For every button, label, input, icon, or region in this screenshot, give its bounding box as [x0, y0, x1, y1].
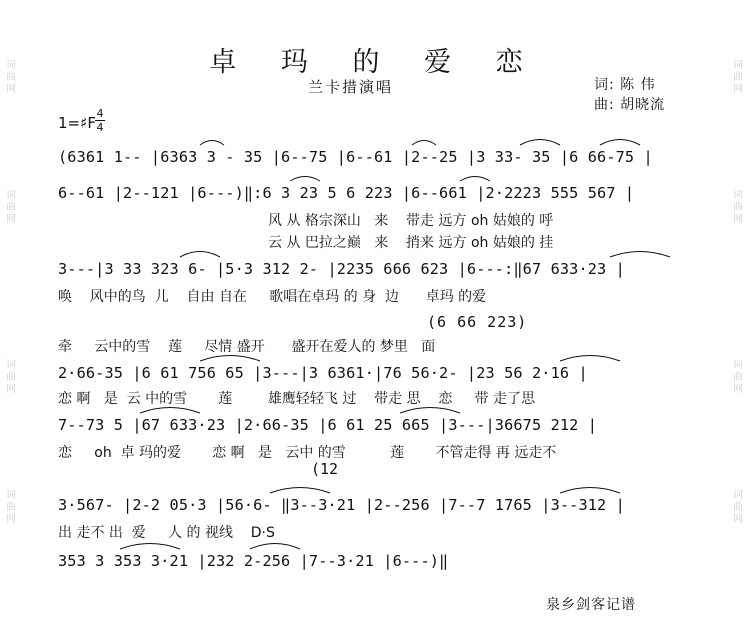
time-denominator: 4: [96, 121, 104, 134]
notation-line-3: 3---|3 33 323 6- |5·3 312 2- |2235 666 623 |6---:‖67 633·23 |: [58, 260, 625, 278]
slur-mark: [270, 488, 330, 494]
slur-mark: [600, 140, 640, 146]
lyricist-credit: 词: 陈 伟: [594, 77, 656, 93]
lyric-line-3: 牵 云中的雪 莲 尽情 盛开 盛开在爱人的 梦里 面: [58, 339, 436, 355]
interlude-note: (6 66 223): [427, 313, 528, 331]
ending-note: (12: [311, 460, 339, 478]
watermark-right-4: 词 曲 网: [733, 490, 743, 525]
slur-mark: [412, 141, 436, 146]
notation-line-4: 2·66-35 |6 61 756 65 |3---|3 6361·|76 56·2- |23 56 2·16 |: [58, 364, 588, 382]
lyric-line-1a: 风 从 格宗深山 来 带走 远方 oh 姑娘的 呼: [268, 213, 554, 229]
notation-line-2: 6--61 |2--121 |6---)‖:6 3 23 5 6 223 |6--661 |2·2223 555 567 |: [58, 184, 635, 202]
watermark-right-2: 词 曲 网: [733, 190, 743, 225]
notation-line-5: 7--73 5 |67 633·23 |2·66-35 |6 61 25 665 |3---|36675 212 |: [58, 416, 598, 434]
slur-mark: [400, 408, 460, 414]
notation-line-6: 3·567- |2-2 05·3 |56·6- ‖3--3·21 |2--256 |7--7 1765 |3--312 |: [58, 496, 625, 514]
lyric-line-6: 出 走不 出 爱 人 的 视线 D·S: [58, 525, 275, 541]
notation-line-7: 353 3 353 3·21 |232 2-256 |7--3·21 |6---)‖: [58, 552, 449, 570]
slur-mark: [520, 140, 560, 146]
slur-mark: [120, 544, 180, 550]
slur-mark: [610, 252, 670, 258]
slur-mark: [140, 408, 200, 414]
watermark-right-3: 词 曲 网: [733, 360, 743, 395]
composer-credit: 曲: 胡晓流: [594, 97, 666, 113]
slur-mark: [200, 141, 224, 146]
lyric-line-4: 恋 啊 是 云 中的雪 莲 雄鹰轻轻飞 过 带走 思 恋 带 走了思: [58, 391, 536, 407]
watermark-left-2: 词 曲 网: [6, 190, 16, 225]
key-signature: 1=♯F: [58, 114, 96, 132]
watermark-left-4: 词 曲 网: [6, 490, 16, 525]
watermark-left-3: 词 曲 网: [6, 360, 16, 395]
slur-mark: [560, 488, 620, 494]
time-numerator: 4: [96, 107, 104, 120]
lyric-line-5: 恋 oh 卓 玛的爱 恋 啊 是 云中 的雪 莲 不管走得 再 远走不: [58, 445, 557, 461]
song-title: 卓 玛 的 爱 恋: [209, 47, 541, 78]
transcriber-signature: 泉乡剑客记谱: [546, 597, 636, 613]
slur-mark: [460, 177, 490, 182]
slur-mark: [200, 356, 260, 362]
performer-credit: 兰卡措演唱: [308, 78, 394, 96]
slur-mark: [250, 544, 300, 550]
lyric-line-2: 唤 风中的鸟 儿 自由 自在 歌唱在卓玛 的 身 边 卓玛 的爱: [58, 289, 487, 305]
slur-mark: [560, 356, 620, 362]
slur-mark: [180, 252, 220, 258]
watermark-left-1: 词 曲 网: [6, 60, 16, 95]
lyric-line-1b: 云 从 巴拉之巅 来 捎来 远方 oh 姑娘的 挂: [268, 235, 554, 251]
notation-line-1: (6361 1-- |6363 3 - 35 |6--75 |6--61 |2--25 |3 33- 35 |6 66-75 |: [58, 148, 653, 166]
slur-mark: [290, 177, 320, 182]
watermark-right-1: 词 曲 网: [733, 60, 743, 95]
